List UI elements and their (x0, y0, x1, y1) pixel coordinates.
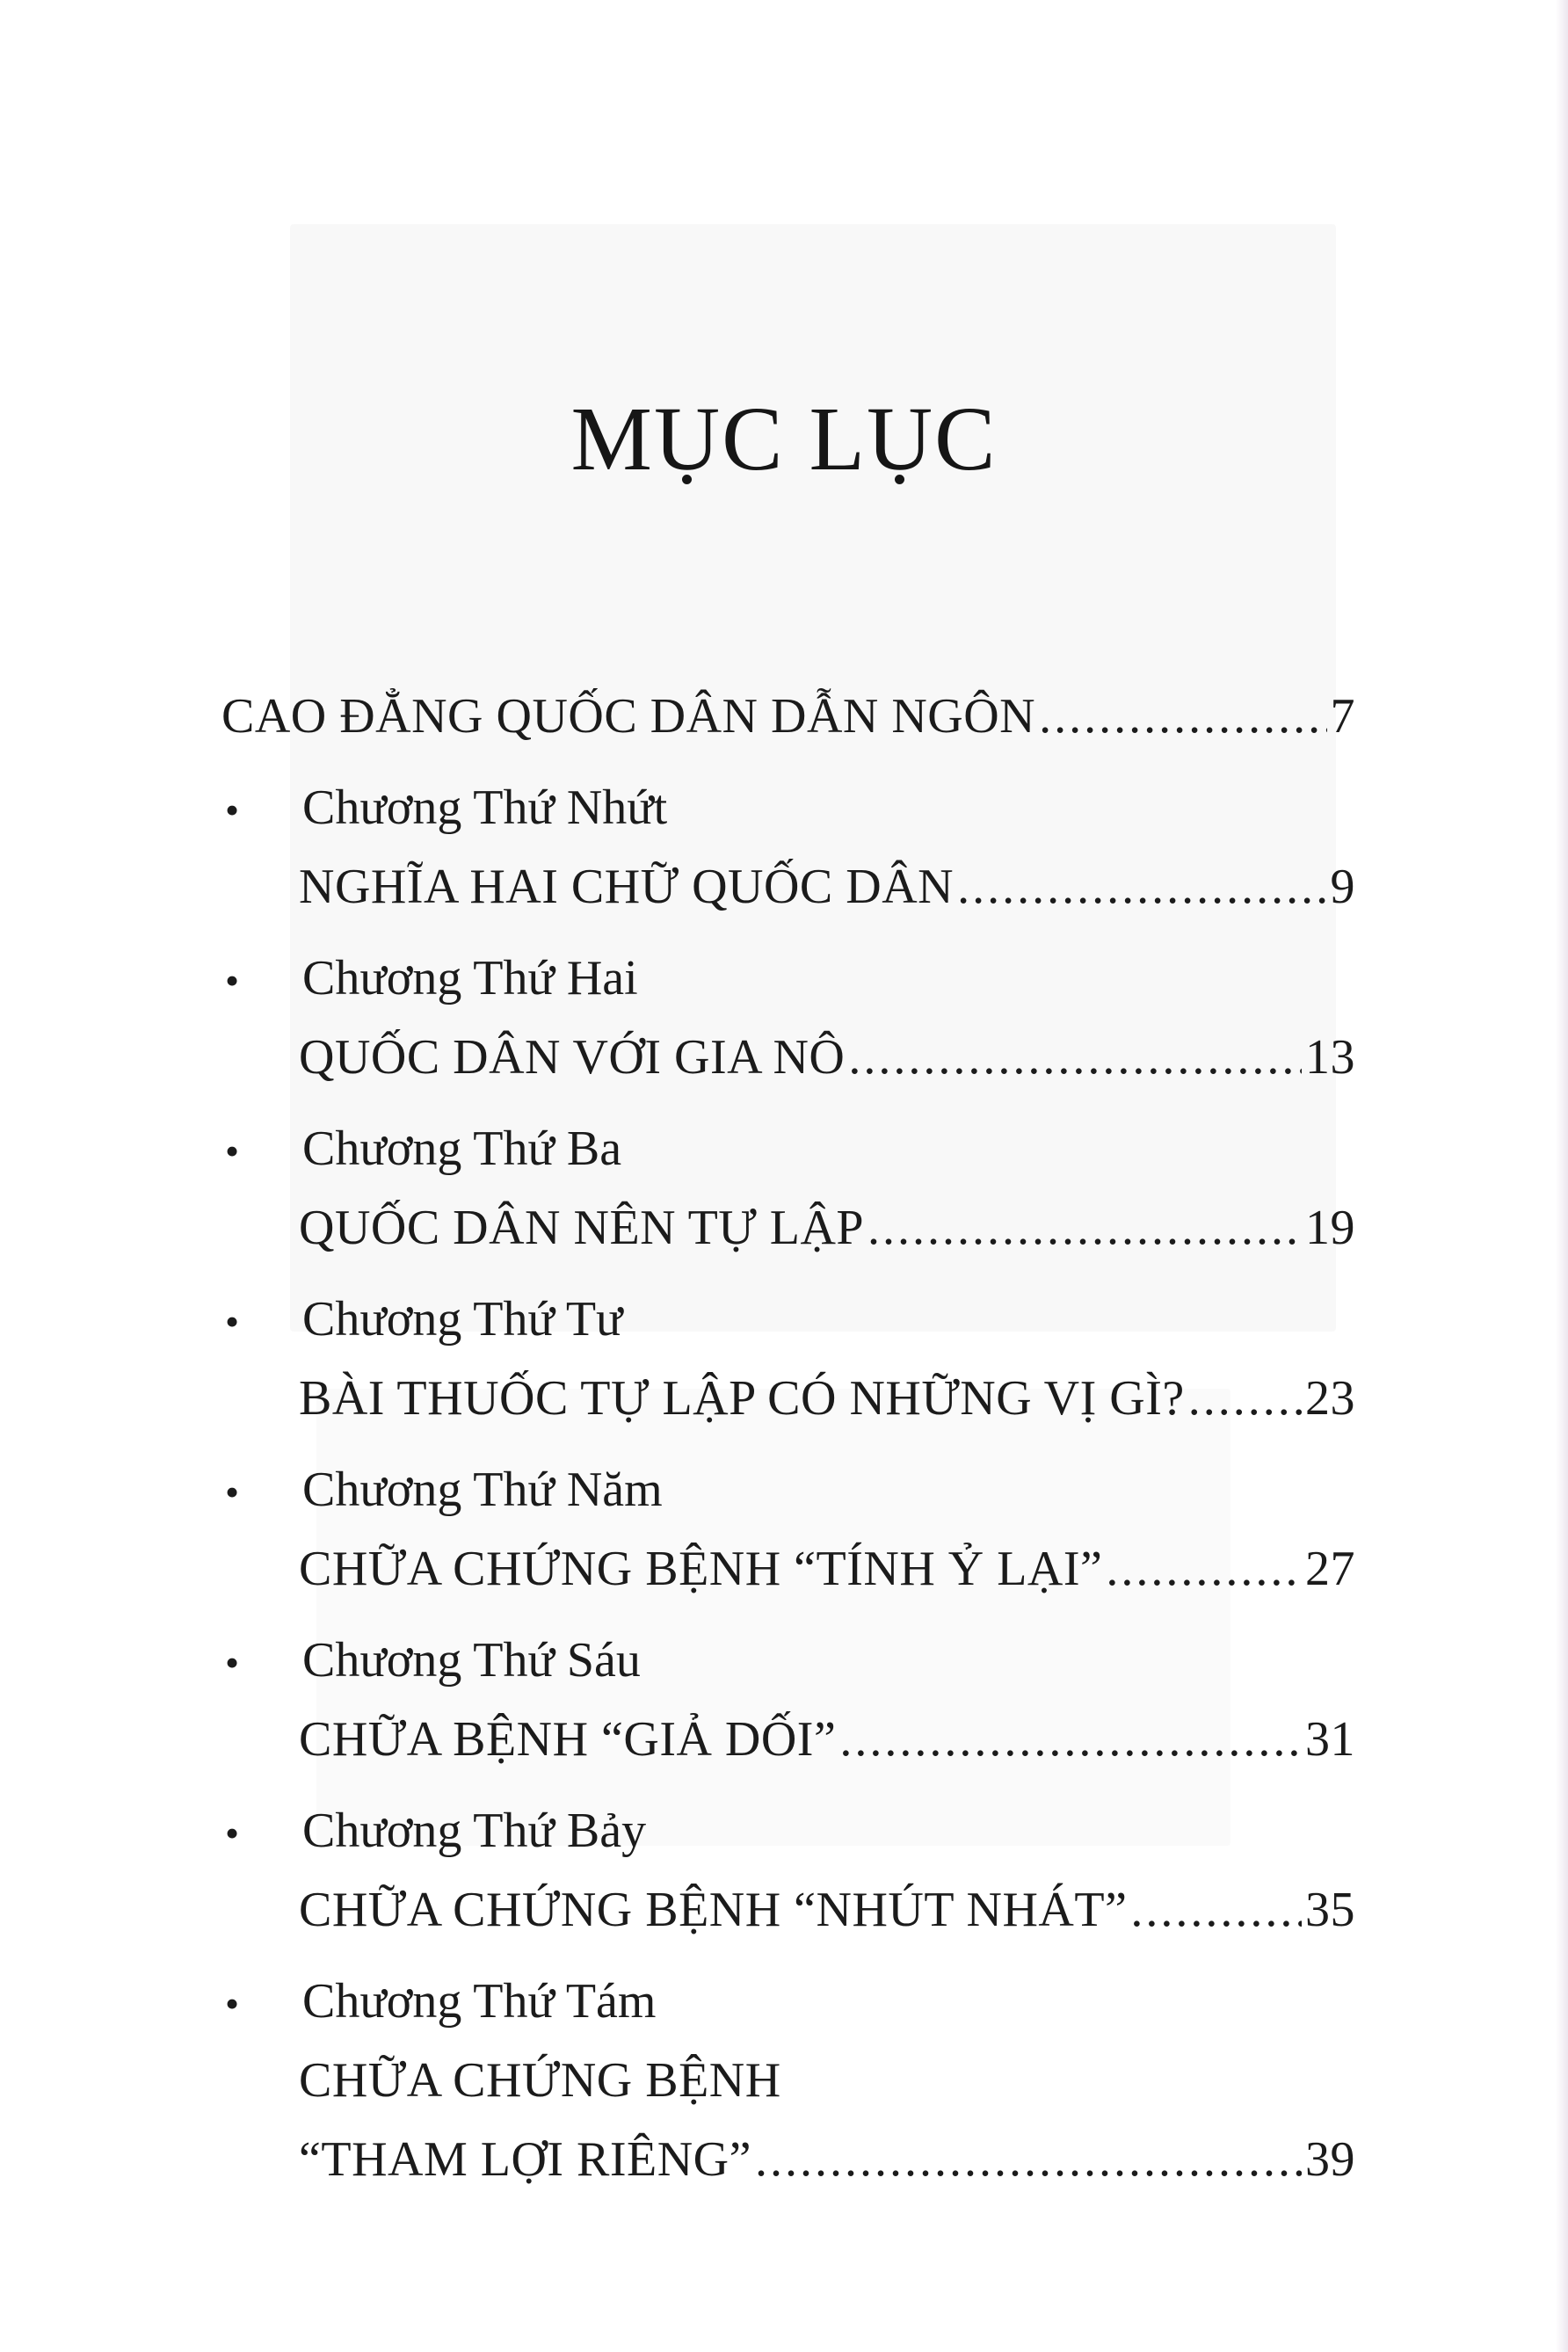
toc-chapter[interactable] (221, 1280, 1355, 1438)
toc-page-number: 19 (1305, 1201, 1355, 1255)
chapter-heading: Chương Thứ Năm (302, 1463, 663, 1517)
page-edge (1556, 0, 1568, 2352)
toc-chapter[interactable] (221, 1621, 1355, 1779)
chapter-heading: Chương Thứ Sáu (302, 1633, 641, 1688)
dot-leader (867, 1188, 1302, 1267)
chapter-heading: Chương Thứ Tám (302, 1974, 657, 2029)
toc-page-number: 7 (1330, 689, 1355, 744)
chapter-heading: Chương Thứ Tư (302, 1292, 623, 1347)
chapter-title: BÀI THUỐC TỰ LẬP CÓ NHỮNG VỊ GÌ? (299, 1371, 1185, 1426)
toc-entry-intro[interactable] (221, 677, 1355, 756)
dot-leader (1106, 1529, 1302, 1608)
toc-chapter[interactable] (221, 768, 1355, 926)
toc-chapter[interactable] (221, 939, 1355, 1097)
bullet-icon: • (225, 1811, 240, 1855)
toc-page-number: 9 (1330, 860, 1355, 914)
chapter-title: CHỮA BỆNH “GIẢ DỐI” (299, 1712, 837, 1767)
page-title: MỤC LỤC (570, 388, 998, 490)
bullet-icon: • (225, 1981, 240, 2026)
dot-leader (848, 1018, 1302, 1097)
bullet-icon: • (225, 1640, 240, 1685)
dot-leader (755, 2120, 1302, 2199)
toc-entry-label: CAO ĐẲNG QUỐC DÂN DẪN NGÔN (221, 689, 1036, 744)
chapter-heading: Chương Thứ Nhứt (302, 780, 668, 835)
toc-chapter[interactable] (221, 1962, 1355, 2199)
table-of-contents (221, 677, 1355, 2199)
toc-page-number: 23 (1305, 1371, 1355, 1426)
toc-chapter[interactable] (221, 1791, 1355, 1949)
toc-page-number: 39 (1305, 2132, 1355, 2187)
bullet-icon: • (225, 1470, 240, 1514)
chapter-title: CHỮA CHỨNG BỆNH (299, 2053, 781, 2108)
chapter-heading: Chương Thứ Ba (302, 1122, 622, 1176)
bullet-icon: • (225, 788, 240, 832)
dot-leader (1130, 1870, 1302, 1949)
chapter-title: QUỐC DÂN NÊN TỰ LẬP (299, 1201, 865, 1255)
chapter-title-continued: “THAM LỢI RIÊNG” (299, 2132, 751, 2187)
chapter-heading: Chương Thứ Hai (302, 951, 638, 1005)
chapter-title: CHỮA CHỨNG BỆNH “TÍNH Ỷ LẠI” (299, 1542, 1103, 1596)
dot-leader (1039, 677, 1326, 756)
bullet-icon: • (225, 958, 240, 1003)
dot-leader (839, 1700, 1302, 1779)
chapter-title: CHỮA CHỨNG BỆNH “NHÚT NHÁT” (299, 1883, 1128, 1937)
chapter-title: NGHĨA HAI CHỮ QUỐC DÂN (299, 860, 955, 914)
toc-chapter[interactable] (221, 1450, 1355, 1608)
dot-leader (957, 847, 1326, 926)
toc-page-number: 13 (1305, 1030, 1355, 1085)
toc-page-number: 27 (1305, 1542, 1355, 1596)
dot-leader (1188, 1359, 1302, 1438)
chapter-heading: Chương Thứ Bảy (302, 1804, 647, 1858)
toc-chapter[interactable] (221, 1109, 1355, 1267)
chapter-title: QUỐC DÂN VỚI GIA NÔ (299, 1030, 846, 1085)
bullet-icon: • (225, 1299, 240, 1344)
bullet-icon: • (225, 1129, 240, 1173)
toc-page-number: 35 (1305, 1883, 1355, 1937)
toc-page-number: 31 (1305, 1712, 1355, 1767)
